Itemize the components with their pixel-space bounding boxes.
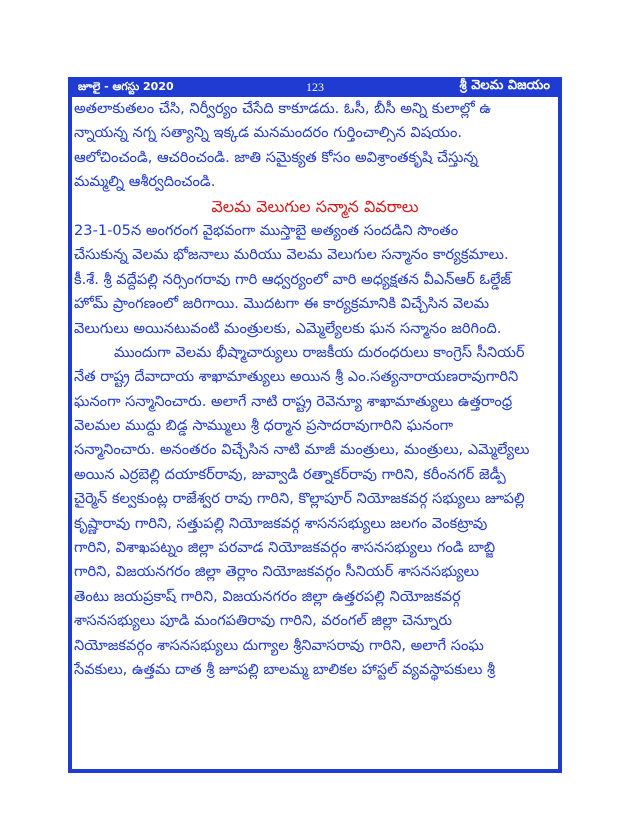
text-line: హోమ్ ప్రాంగణంలో జరిగాయి. మొదటగా ఈ కార్యక్రమానికి విచ్చేసిన వెలమ [74,295,490,313]
section-title: వెలమ వెలుగుల సన్మాన వివరాలు [211,196,419,216]
text-line: చైర్మెన్ కల్వకుంట్ల రాజేశ్వర రావు గారిని, కొల్లాపూర్ నియోజకవర్గ సభ్యులు జూపల్లి [74,490,525,508]
text-line: శాసనసభ్యులు పూడి మంగపతిరావు గారిని, వరంగల్ జిల్లా చెన్నూరు [74,612,453,630]
text-line: కృష్ణారావు గారిని, సత్తుపల్లి నియోజకవర్గ శాసనసభ్యులు జలగం వెంకట్రావు [74,514,488,532]
magazine-title: శ్రీ వెలమ విజయం [459,78,550,93]
text-line: కీ.శే. శ్రీ వద్దేపల్లి నర్సింగరావు గారి ఆధ్వర్యంలో వారి అధ్యక్షతన వీఎన్ఆర్ ఓల్డేజ్ [74,270,512,288]
text-line: అతలాకుతలం చేసి, నిర్వీర్యం చేసేది కాకూడదు. ఓసీ, బీసీ అన్ని కులాల్లో ఉ [74,100,492,117]
text-line: తెంటు జయప్రకాష్ గారిని, విజయనగరం జిల్లా ఉత్తరపల్లి నియోజకవర్గ [74,587,461,605]
issue-date: జూలై - ఆగస్టు 2020 [78,80,174,93]
page-frame [68,77,562,773]
text-line: గారిని, విజయనగరం జిల్లా తెర్లాం నియోజకవర్గం సీనియర్ శాసనసభ్యులు [74,563,480,581]
page-number: 123 [306,80,324,94]
text-line: అయిన ఎర్రబెల్లి దయాకర్‌రావు, జువ్వాడి రత్నాకర్‌రావు గారిని, కరీంనగర్ జెడ్పీ [74,465,506,483]
text-line: నేత రాష్ట్ర దేవాదాయ శాఖామాత్యులు అయిన శ్రీ ఎం.సత్యనారాయణరావుగారిని [74,368,519,386]
text-line: చేసుకున్న వెలమ భోజనాలు మరియు వెలమ వెలుగుల సన్మానం కార్యక్రమాలు. [74,246,509,264]
text-line: వెలుగులు అయినటువంటి మంత్రులకు, ఎమ్మెల్యేలకు ఘన సన్మానం జరిగింది. [74,319,502,337]
paragraph-first-line: ముందుగా వెలమ భీష్మాచార్యులు రాజకీయ దురంధరులు కాంగ్రెస్ సీనియర్ [114,343,525,361]
text-line: 23-1-05న అంగరంగ వైభవంగా ముస్తాబై అత్యంత సందడిని సొంతం [74,221,459,239]
text-line: గారిని, విశాఖపట్నం జిల్లా పరవాడ నియోజకవర్గం శాసనసభ్యులు గండి బాబ్జి [74,539,496,557]
text-line: న్నాయన్న నగ్న సత్యాన్ని ఇక్కడ మనమందరం గుర్తించాల్సిన విషయం. [74,124,463,142]
text-line: వెలమల ముద్దు బిడ్డ సామ్ములు శ్రీ ధర్మాన ప్రసాదరావుగారిని ఘనంగా [74,417,454,435]
page-header-bar [68,77,562,97]
text-line: సేవకులు, ఉత్తమ దాత శ్రీ జూపల్లి బాలమ్మ బాలికల హాస్టల్ వ్యవస్థాపకులు శ్రీ [74,660,496,678]
text-line: ఆలోచించండి, ఆచరించండి. జాతి సమైక్యత కోసం అవిశ్రాంతకృషి చేస్తున్న [74,148,478,166]
text-line: నియోజకవర్గం శాసనసభ్యులు దుగ్యాల శ్రీనివాసరావు గారిని, అలాగే సంఘ [74,636,484,654]
text-line: సన్మానించారు. అనంతరం విచ్చేసిన నాటి మాజీ మంత్రులు, మంత్రులు, ఎమ్మెల్యేలు [74,441,530,459]
article-body [74,97,556,682]
text-line: మమ్మల్ని ఆశీర్వదించండి. [74,173,216,191]
text-line: ఘనంగా సన్మానించారు. అలాగే నాటి రాష్ట్ర రెవెన్యూ శాఖామాత్యులు ఉత్తరాంధ్ర [74,392,513,410]
